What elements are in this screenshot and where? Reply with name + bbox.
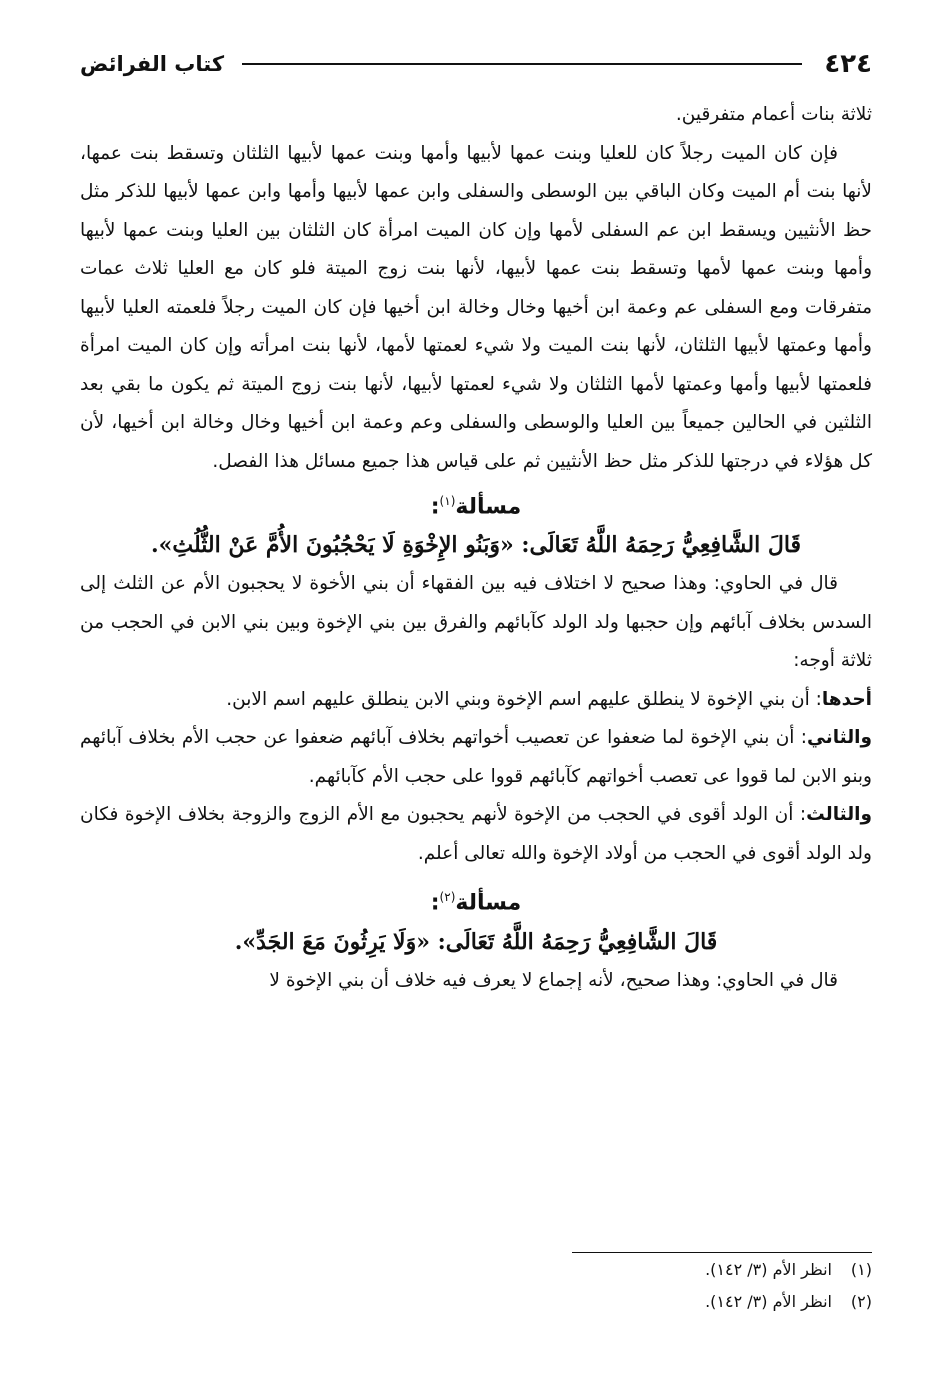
footnote-2: [80, 1287, 872, 1317]
page: [80, 40, 872, 1311]
footnote-2-text: انظر الأم (٣/ ١٤٢).: [705, 1292, 832, 1311]
paragraph-continuation: ثلاثة بنات أعمام متفرقين.: [675, 104, 872, 125]
point-2-lead: والثاني: [807, 727, 872, 749]
footnote-2-number: (٢): [850, 1292, 872, 1311]
footnote-1-text: انظر الأم (٣/ ١٤٢).: [705, 1260, 832, 1279]
point-3-lead: والثالث: [806, 804, 872, 826]
issue-heading-1: [80, 483, 872, 525]
issue1-point-3: [80, 796, 872, 873]
footnote-marker-1: (١): [439, 494, 456, 508]
point-1-text: : أن بني الإخوة لا ينطلق عليهم اسم الإخوة وبني الابن ينطلق عليهم اسم الابن.: [226, 688, 822, 710]
point-2-text: : أن بني الإخوة لما ضعفوا عن تعصيب أخواتهم بخلاف آبائهم ضعفوا عن حجب الأم بخلاف آبائهم وبنو الابن لما قووا عى تعصب أخواتهم كآبائهم قووا على حجب الأم كآبائهم.: [80, 727, 872, 787]
point-3-text: : أن الولد أقوى في الحجب من الإخوة لأنهم يحجبون مع الأم الزوج والزوجة بخلاف الإخوة فكان ولد الولد أقوى في الحجب من أولاد الإخوة والله تعالى أعلم.: [80, 804, 872, 864]
main-text: [80, 96, 872, 1000]
issue1-point-2: [80, 719, 872, 796]
issue-heading-1-suffix: :: [430, 494, 440, 520]
issue-heading-2: [80, 879, 872, 921]
shafii-quote-2: قَالَ الشَّافِعِيُّ رَحِمَهُ اللَّهُ تَعَالَى: «وَلَا يَرِثُونَ مَعَ الجَدِّ».: [234, 928, 718, 955]
footnote-rule: [572, 1252, 872, 1253]
paragraph-inheritance-case: فإن كان الميت رجلاً كان للعليا وبنت عمها لأبيها وأمها وبنت عمها لأبيها الثلثان وتسقط بنت عمها، لأنها بنت أم الميت وكان الباقي بين الوسطى والسفلى وابن عمها لأبيها وأمها وابن عمها لأبيها للذكر مثل حظ الأنثيين ويسقط ابن عم السفلى لأمها وإن كان الميت امرأة كان الثلثان بين العليا وبنت عمها لأبيها وأمها وبنت عمها لأمها وتسقط بنت عمها لأبيها، لأنها بنت زوج الميتة فلو كان مع العليا ثلاث عمات متفرقات ومع السفلى عم وعمة ابن أخيها وخال وخالة ابن أخيها فإن كان الميت رجلاً فلعمته العليا لأبيها وأمها وعمتها لأبيها الثلثان، لأنها بنت الميت ولا شيء لعمتها لأمها، لأنها بنت امرأته وإن كان الميت امرأة فلعمتها لأبيها وأمها وعمتها لأمها الثلثان ولا شيء لعمتها لأبيها، لأنها بنت زوج الميتة ثم يكون ما بقي بعد الثلثين في الحالين جميعاً بين العليا والوسطى والسفلى وعم وعمة ابن أخيها وخال وخالة ابن أخيها، لأن كل هؤلاء في درجتها للذكر مثل حظ الأنثيين ثم على قياس هذا جميع مسائل هذا الفصل.: [80, 142, 872, 472]
footnote-marker-2: (٢): [439, 890, 456, 905]
page-number: ٤٢٤: [824, 49, 872, 79]
footnote-1: [80, 1255, 872, 1285]
issue1-intro: قال في الحاوي: وهذا صحيح لا اختلاف فيه بين الفقهاء أن بني الأخوة لا يحجبون الأم عن الثلث إلى السدس بخلاف آبائهم وإن حجبها ولد الولد كآبائهم والفرق بين بني الإخوة وبين بني الابن في الحجب من ثلاثة أوجه:: [80, 573, 872, 672]
footnote-1-number: (١): [850, 1260, 872, 1279]
issue-heading-2-suffix: :: [430, 890, 440, 916]
issue-heading-1-label: مسألة: [455, 494, 522, 520]
issue-heading-2-label: مسألة: [455, 890, 522, 916]
footnotes: [80, 1252, 872, 1317]
running-header: [80, 40, 872, 88]
book-title: كتاب الفرائض: [80, 52, 225, 76]
shafii-quote-1: قَالَ الشَّافِعِيُّ رَحِمَهُ اللَّهُ تَعَالَى: «وَبَنُو الإِخْوَةِ لَا يَحْجُبُونَ الأُمَّ عَنْ الثُّلُثِ».: [150, 532, 802, 559]
point-1-lead: أحدها: [821, 688, 872, 710]
header-rule: [242, 63, 802, 65]
issue2-intro: قال في الحاوي: وهذا صحيح، لأنه إجماع لا يعرف فيه خلاف أن بني الإخوة لا: [269, 969, 838, 991]
issue1-point-1: [80, 681, 872, 720]
